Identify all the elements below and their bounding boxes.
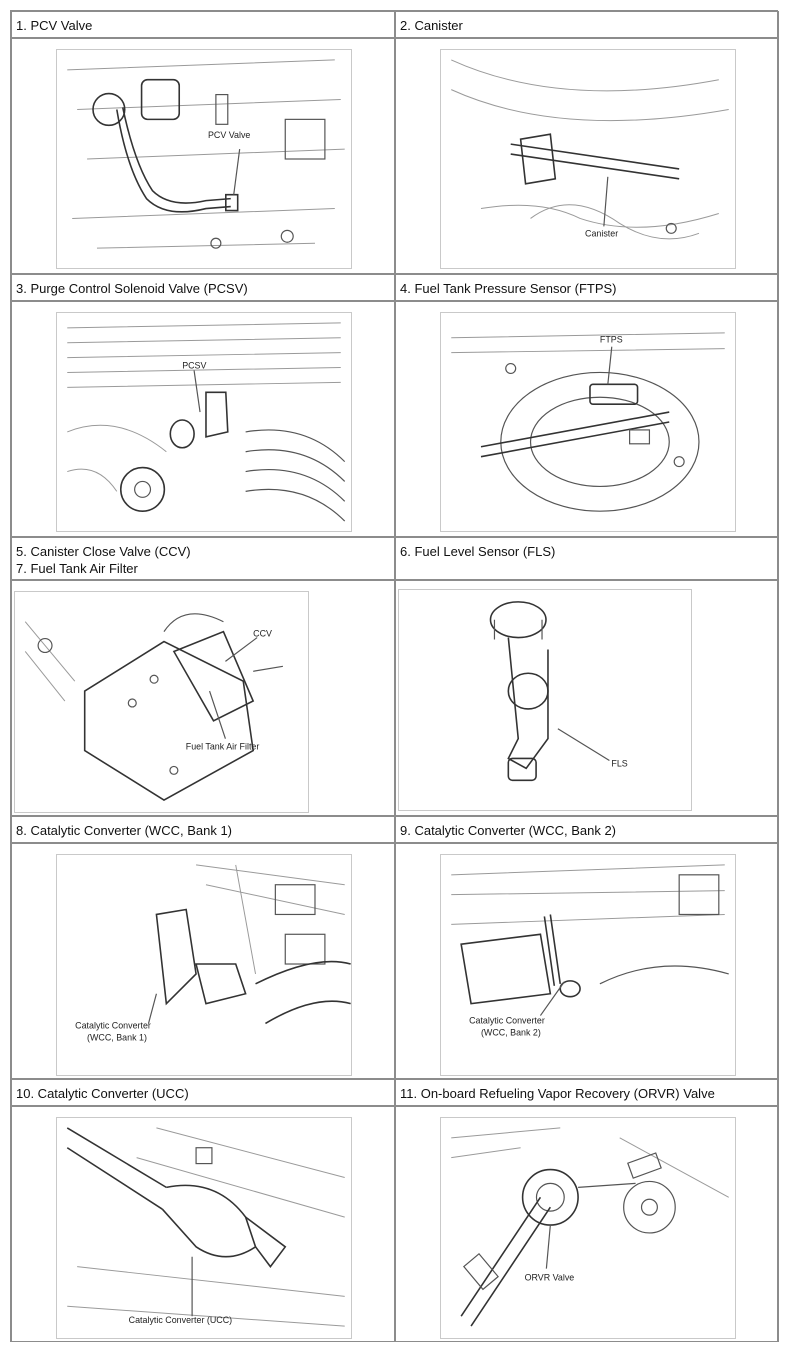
header-ccv-air-filter: 5. Canister Close Valve (CCV) 7. Fuel Tank Air Filter (11, 537, 395, 580)
cell-ucc (11, 1106, 395, 1342)
header-pcv-valve: 1. PCV Valve (11, 11, 395, 38)
cell-fls (395, 580, 779, 816)
ucc-illustration (56, 1117, 352, 1339)
component-location-table (10, 10, 778, 1342)
header-wcc-bank2: 9. Catalytic Converter (WCC, Bank 2) (395, 816, 779, 843)
header-orvr: 11. On-board Refueling Vapor Recovery (ORVR) Valve (395, 1079, 779, 1106)
header-canister: 2. Canister (395, 11, 779, 38)
ccv-label: CCV (253, 628, 272, 639)
wcc-bank2-illustration (440, 854, 736, 1076)
air-filter-label: Fuel Tank Air Filter (185, 741, 260, 752)
pcsv-label: PCSV (182, 360, 207, 371)
wcc1-label-line1: Catalytic Converter (75, 1020, 151, 1031)
orvr-label: ORVR Valve (524, 1272, 575, 1283)
cell-pcsv (11, 301, 395, 537)
ftps-label: FTPS (599, 334, 623, 345)
cell-ftps (395, 301, 779, 537)
header-pcsv: 3. Purge Control Solenoid Valve (PCSV) (11, 274, 395, 301)
cell-wcc-bank2 (395, 843, 779, 1079)
cell-canister (395, 38, 779, 274)
header-ucc: 10. Catalytic Converter (UCC) (11, 1079, 395, 1106)
cell-orvr (395, 1106, 779, 1342)
header-ftps: 4. Fuel Tank Pressure Sensor (FTPS) (395, 274, 779, 301)
wcc2-label-line2: (WCC, Bank 2) (480, 1027, 541, 1038)
header-fls: 6. Fuel Level Sensor (FLS) (395, 537, 779, 580)
cell-wcc-bank1 (11, 843, 395, 1079)
canister-illustration (440, 49, 736, 269)
canister-label: Canister (585, 228, 619, 239)
ccv-illustration (14, 591, 309, 813)
ftps-illustration (440, 312, 736, 532)
ucc-label: Catalytic Converter (UCC) (128, 1315, 233, 1326)
cell-ccv (11, 580, 395, 816)
pcsv-illustration (56, 312, 352, 532)
fls-label: FLS (611, 758, 628, 769)
fls-illustration (398, 589, 692, 811)
orvr-illustration (440, 1117, 736, 1339)
pcv-valve-label: PCV Valve (207, 130, 251, 141)
wcc1-label-line2: (WCC, Bank 1) (87, 1032, 147, 1043)
wcc-bank1-illustration (56, 854, 352, 1076)
wcc2-label-line1: Catalytic Converter (469, 1015, 545, 1026)
header-wcc-bank1: 8. Catalytic Converter (WCC, Bank 1) (11, 816, 395, 843)
pcv-valve-illustration (56, 49, 352, 269)
cell-pcv-valve (11, 38, 395, 274)
